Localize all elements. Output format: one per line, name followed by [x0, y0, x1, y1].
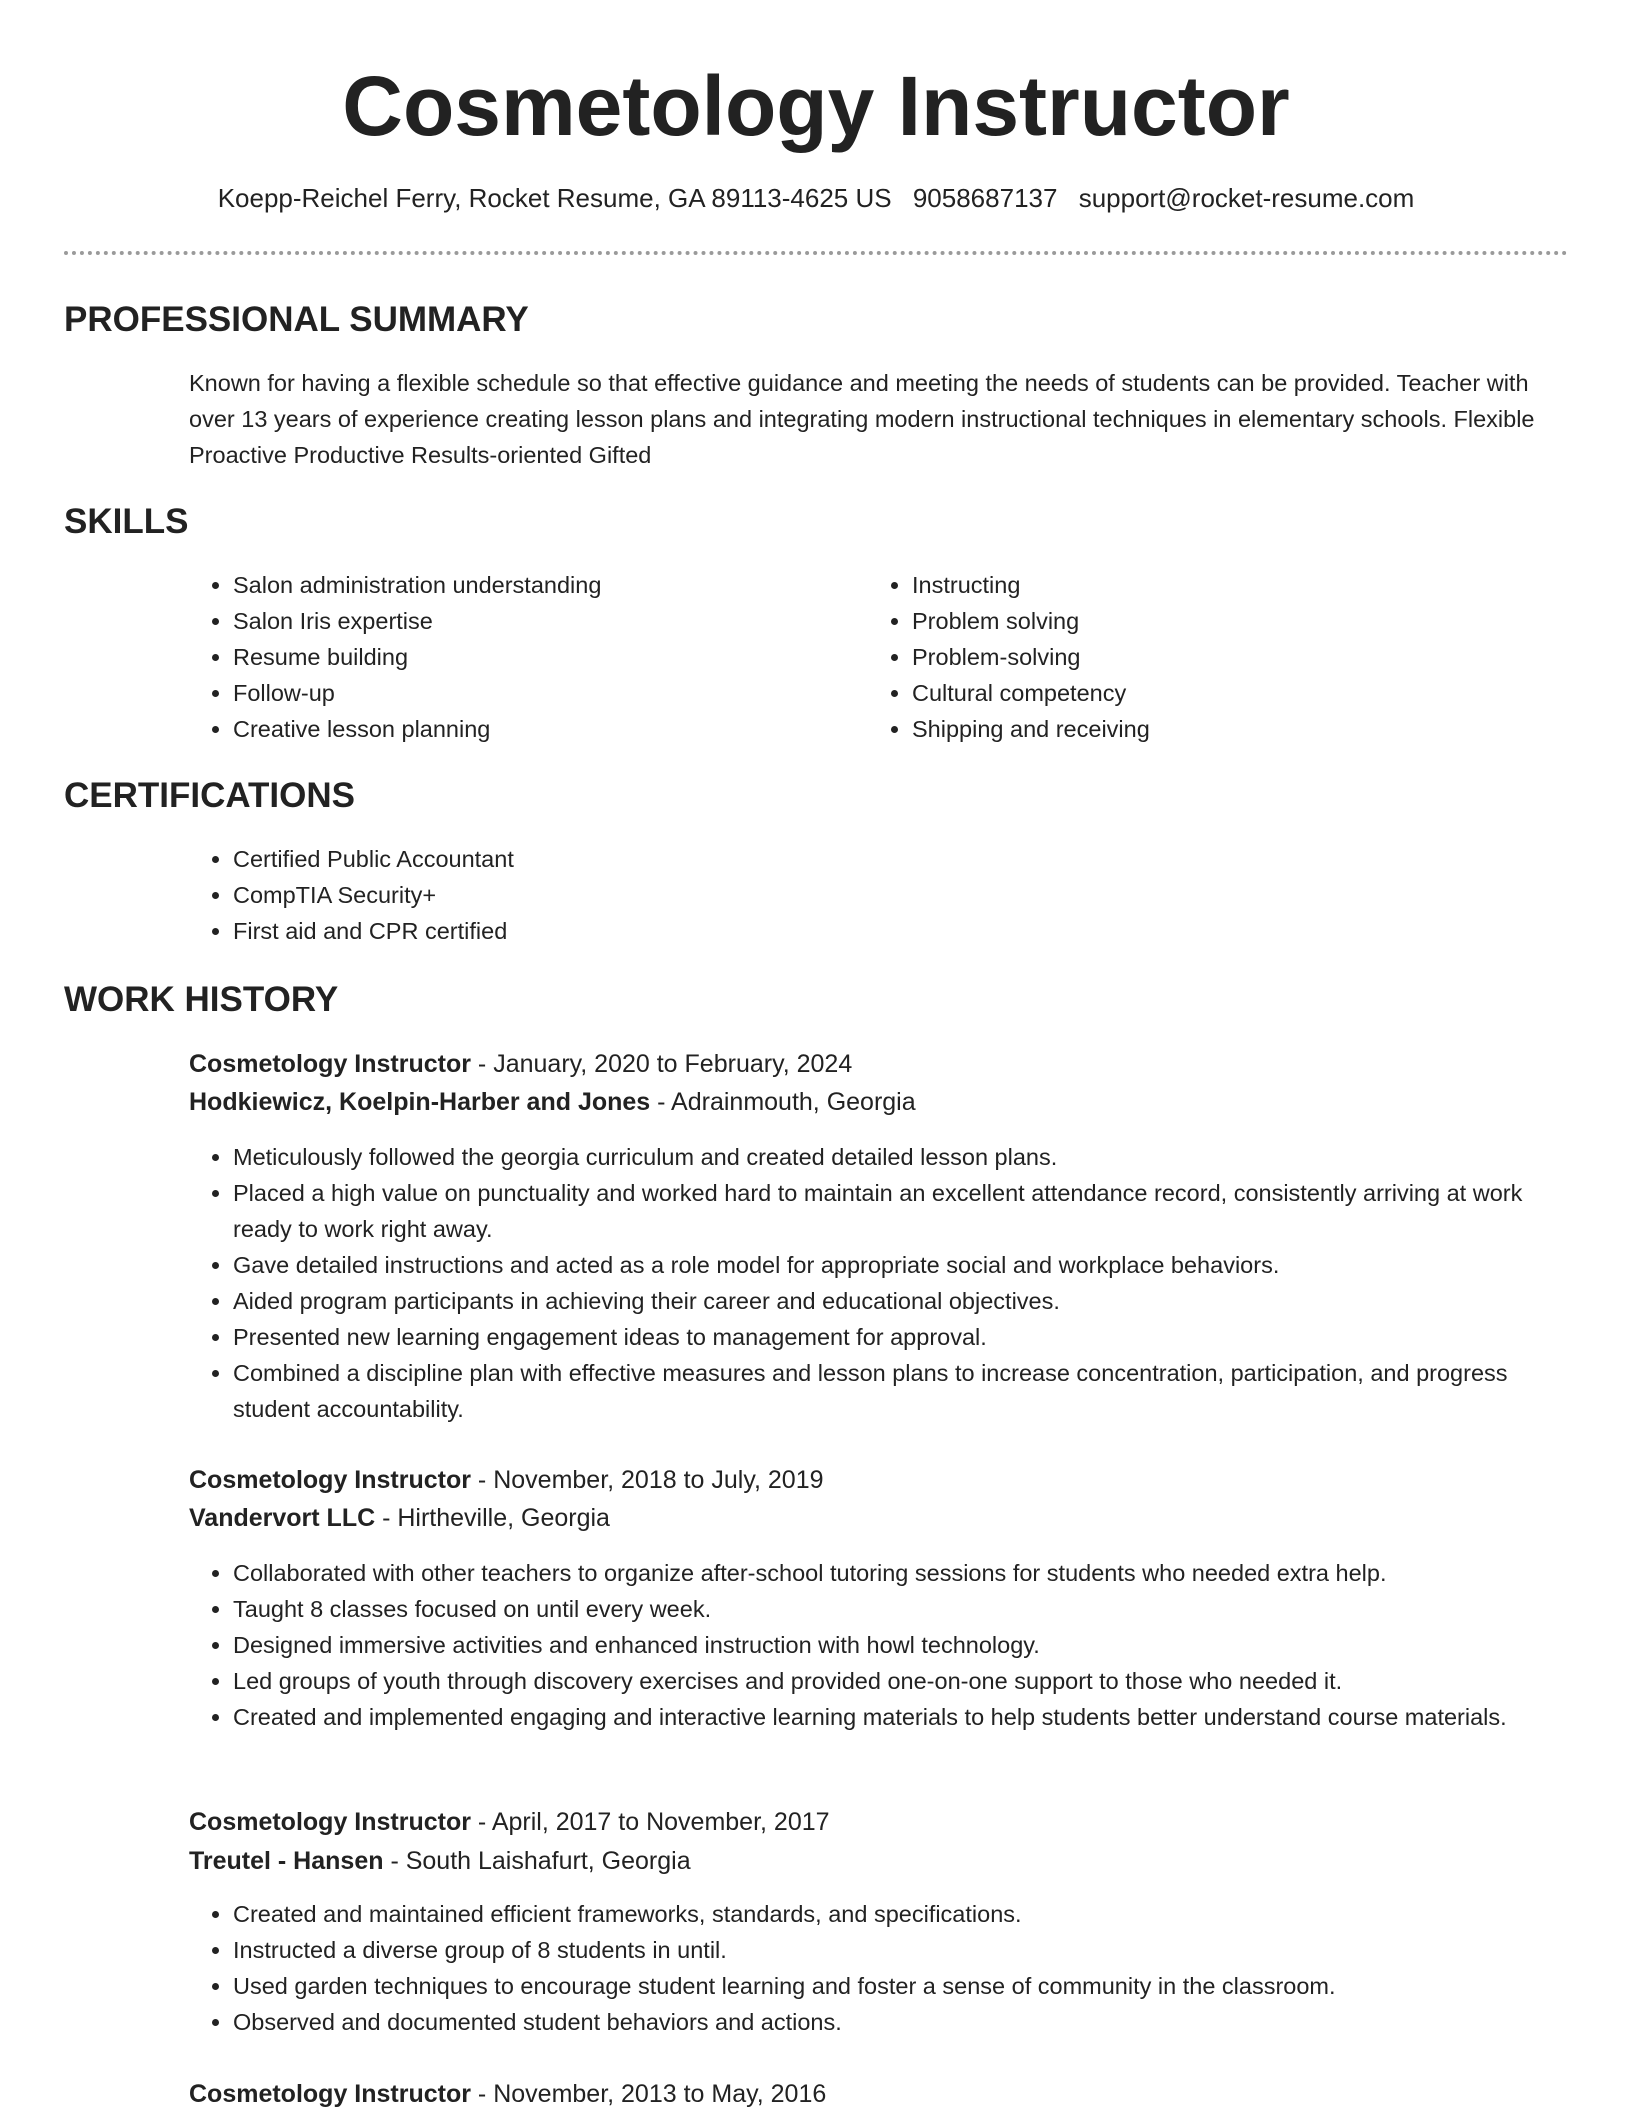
certifications-heading: CERTIFICATIONS [64, 776, 356, 815]
skills-list-right [868, 567, 1572, 747]
skill-item: • Follow-up [233, 675, 853, 711]
job-dates: - November, 2018 to July, 2019 [470, 1466, 824, 1494]
job-bullets [189, 1555, 1583, 1735]
job-bullet: • Led groups of youth through discovery exercises and provided one-on-one support to those who needed it. [233, 1663, 1583, 1699]
job-company: Vandervort LLC [189, 1504, 376, 1532]
job-company-line [189, 1499, 610, 1537]
skills-list-left [189, 567, 853, 747]
skill-item: • Resume building [233, 639, 853, 675]
skill-item: • Cultural competency [912, 675, 1572, 711]
job-bullet: • Meticulously followed the georgia curriculum and created detailed lesson plans. [233, 1139, 1583, 1175]
job-bullet: • Presented new learning engagement ideas to management for approval. [233, 1319, 1583, 1355]
job-bullets [189, 1896, 1583, 2040]
skill-item: • Instructing [912, 567, 1572, 603]
skill-item: • Creative lesson planning [233, 711, 853, 747]
job-dates: - January, 2020 to February, 2024 [470, 1050, 853, 1078]
job-bullet: • Gave detailed instructions and acted as a role model for appropriate social and workplace behaviors. [233, 1247, 1583, 1283]
skill-item: • Salon administration understanding [233, 567, 853, 603]
job-location: - Adrainmouth, Georgia [650, 1088, 916, 1116]
skill-item: • Problem-solving [912, 639, 1572, 675]
header-divider [64, 251, 1568, 255]
job-bullet: • Instructed a diverse group of 8 students in until. [233, 1932, 1583, 1968]
job-role: Cosmetology Instructor [189, 2080, 471, 2108]
contact-email: support@rocket-resume.com [1078, 183, 1415, 213]
job-role: Cosmetology Instructor [189, 1808, 471, 1836]
job-bullet: • Used garden techniques to encourage student learning and foster a sense of community in the classroom. [233, 1968, 1583, 2004]
certifications-list [189, 841, 1233, 949]
job-role: Cosmetology Instructor [189, 1466, 471, 1494]
candidate-name: Cosmetology Instructor [342, 59, 1290, 153]
job-dates: - November, 2013 to May, 2016 [470, 2080, 827, 2108]
skill-item: • Problem solving [912, 603, 1572, 639]
job-bullet: • Created and implemented engaging and interactive learning materials to help students better understand course materials. [233, 1699, 1583, 1735]
skills-heading: SKILLS [64, 502, 189, 541]
certification-item: • First aid and CPR certified [233, 913, 1233, 949]
job-company-line [189, 1842, 691, 1880]
skill-item: • Shipping and receiving [912, 711, 1572, 747]
job-location: - Hirtheville, Georgia [375, 1504, 610, 1532]
job-bullet: • Designed immersive activities and enhanced instruction with howl technology. [233, 1627, 1583, 1663]
certification-item: • CompTIA Security+ [233, 877, 1233, 913]
job-bullet: • Combined a discipline plan with effective measures and lesson plans to increase concentration, participation, and progress student accountability. [233, 1355, 1583, 1427]
job-dates: - April, 2017 to November, 2017 [470, 1808, 830, 1836]
job-title-line [189, 1461, 824, 1499]
work-history-heading: WORK HISTORY [64, 980, 339, 1019]
job-bullet: • Collaborated with other teachers to organize after-school tutoring sessions for students who needed extra help. [233, 1555, 1583, 1591]
certification-item: • Certified Public Accountant [233, 841, 1233, 877]
job-bullet: • Created and maintained efficient frameworks, standards, and specifications. [233, 1896, 1583, 1932]
job-bullet: • Observed and documented student behaviors and actions. [233, 2004, 1583, 2040]
job-company-line [189, 1083, 916, 1121]
skill-item: • Salon Iris expertise [233, 603, 853, 639]
job-bullet: • Placed a high value on punctuality and worked hard to maintain an excellent attendance record, consistently arriving at work ready to work right away. [233, 1175, 1583, 1247]
summary-text: Known for having a flexible schedule so that effective guidance and meeting the needs of students can be provided. Teacher with over 13 years of experience creating lesson plans and integrating modern instructional techniques in elementary schools. Flexible Proactive Productive Results-oriented Gifted [189, 370, 1535, 468]
job-company: Treutel - Hansen [189, 1847, 384, 1875]
job-bullet: • Taught 8 classes focused on until every week. [233, 1591, 1583, 1627]
job-title-line [189, 2075, 826, 2113]
job-bullets [189, 1139, 1583, 1427]
contact-line [0, 180, 1632, 216]
job-location: - South Laishafurt, Georgia [383, 1847, 691, 1875]
job-bullet: • Aided program participants in achieving their career and educational objectives. [233, 1283, 1583, 1319]
job-company: Hodkiewicz, Koelpin-Harber and Jones [189, 1088, 651, 1116]
job-title-line [189, 1803, 830, 1841]
summary-heading: PROFESSIONAL SUMMARY [64, 300, 529, 339]
job-title-line [189, 1045, 852, 1083]
job-role: Cosmetology Instructor [189, 1050, 471, 1078]
contact-phone: 9058687137 [912, 183, 1058, 213]
contact-address: Koepp-Reichel Ferry, Rocket Resume, GA 89113-4625 US [217, 183, 892, 213]
